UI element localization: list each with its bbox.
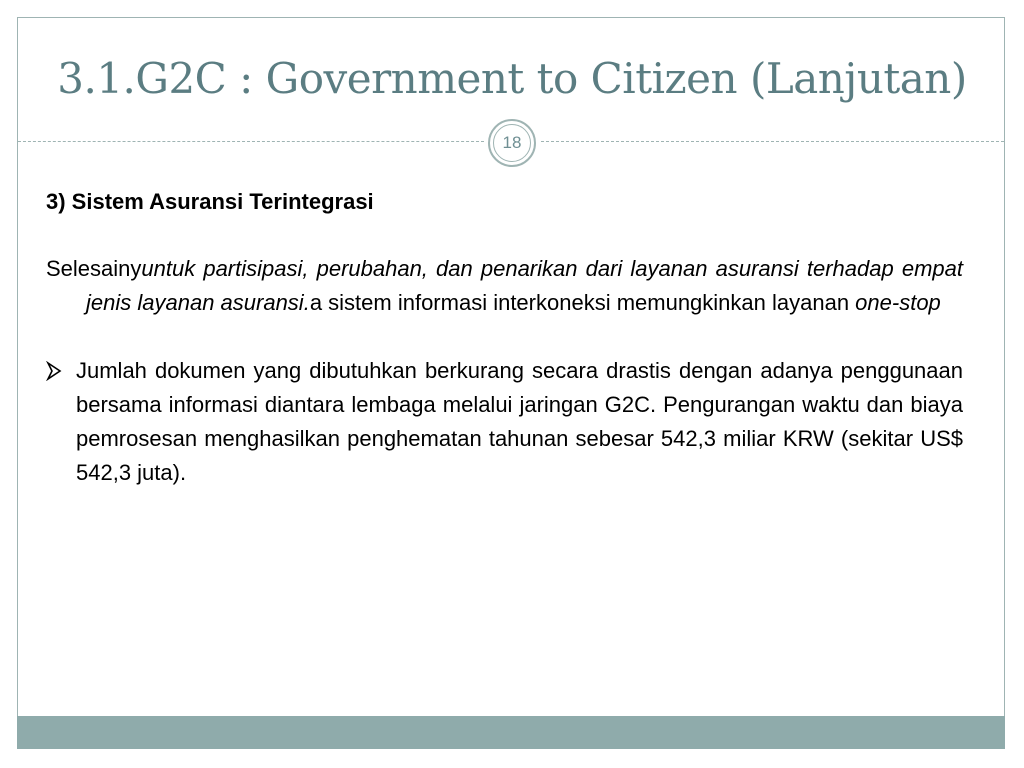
title-divider-right bbox=[541, 141, 1004, 142]
paragraph-normal-1: a sistem informasi interkoneksi memungkinkan layanan bbox=[309, 290, 856, 315]
paragraph-italic-2: one-stop bbox=[855, 290, 941, 315]
body-paragraph bbox=[46, 252, 963, 320]
slide-content bbox=[46, 184, 963, 490]
title-divider-left bbox=[18, 141, 484, 142]
bullet-item bbox=[46, 354, 963, 490]
page-number: 18 bbox=[493, 124, 531, 162]
arrow-bullet-icon bbox=[46, 354, 68, 388]
slide-title: 3.1.G2C : Government to Citizen (Lanjutan) bbox=[57, 54, 967, 103]
paragraph-italic-1: untuk partisipasi, perubahan, dan penarikan dari layanan asuransi terhadap empat jenis layanan asuransi. bbox=[86, 256, 963, 315]
bullet-text: Jumlah dokumen yang dibutuhkan berkurang secara drastis dengan adanya penggunaan bersama informasi diantara lembaga melalui jaringan G2C. Pengurangan waktu dan biaya pemrosesan menghasilkan penghematan tahunan sebesar 542,3 miliar KRW (sekitar US$ 542,3 juta). bbox=[76, 358, 963, 485]
footer-band bbox=[17, 716, 1005, 749]
section-heading: 3) Sistem Asuransi Terintegrasi bbox=[46, 189, 374, 214]
page-number-badge bbox=[488, 119, 536, 167]
paragraph-lead: Selesainy bbox=[46, 256, 142, 281]
